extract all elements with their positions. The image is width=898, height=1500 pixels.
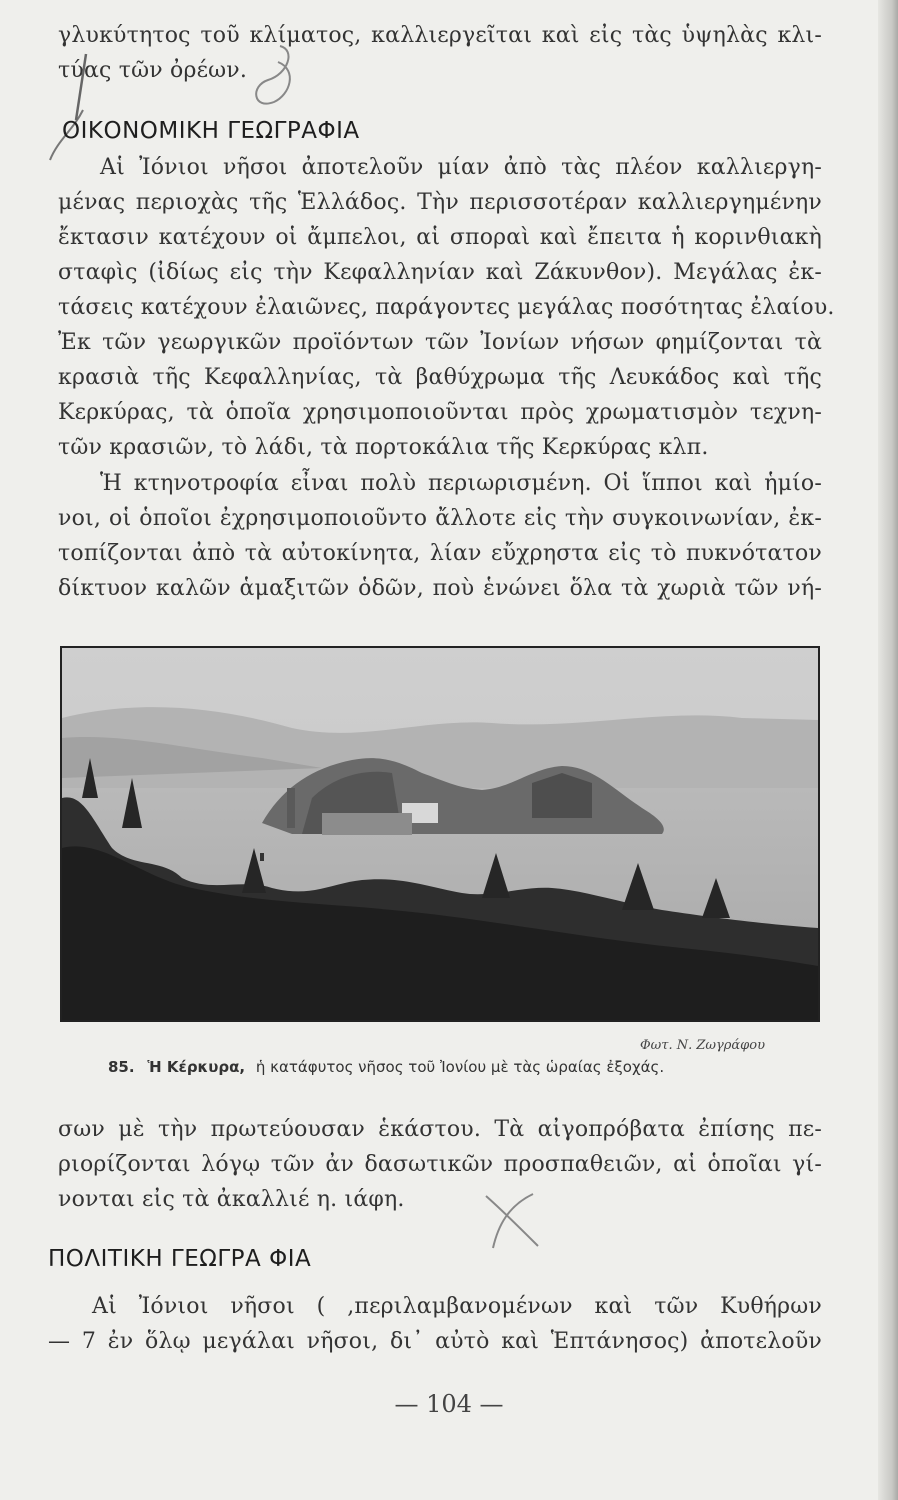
text-line: τάσεις κατέχουν ἐλαιῶνες, παράγοντες μεγάλας ποσότητας ἐλαίου. [58, 295, 835, 320]
text-line: γλυκύτητος τοῦ κλίματος, καλλιεργεῖται καὶ εἰς τὰς ὑψηλὰς κλι- [58, 23, 822, 48]
text-line: σων μὲ τὴν πρωτεύουσαν ἑκάστου. Τὰ αἰγοπρόβατα ἐπίσης πε- [58, 1117, 822, 1142]
binding-edge-shadow [878, 0, 898, 1500]
figure-place: Ἡ Κέρκυρα, [147, 1058, 246, 1076]
pencil-cross-mark [478, 1186, 548, 1256]
text-line: Ἐκ τῶν γεωργικῶν προϊόντων τῶν Ἰονίων νήσων φημίζονται τὰ [58, 330, 822, 355]
text-line: — 7 ἐν ὅλῳ μεγάλαι νῆσοι, δι᾽ αὐτὸ καὶ Ἑπτάνησος) ἀποτελοῦν [48, 1329, 822, 1354]
photo-credit: Φωτ. Ν. Ζωγράφου [640, 1038, 766, 1053]
text-line: Αἱ Ἰόνιοι νῆσοι ἀποτελοῦν μίαν ἀπὸ τὰς πλέον καλλιεργη- [100, 155, 822, 180]
figure-caption [108, 1058, 664, 1076]
text-line: Αἱ Ἰόνιοι νῆσοι ( ,περιλαμβανομένων καὶ τῶν Κυθήρων [92, 1294, 822, 1319]
text-line: ἔκτασιν κατέχουν οἱ ἄμπελοι, αἱ σποραὶ καὶ ἔπειτα ἡ κορινθιακὴ [58, 225, 822, 250]
section-heading-political-geography: ΠΟΛΙΤΙΚΗ ΓΕΩΓΡΑ ΦΙΑ [48, 1246, 312, 1272]
text-line: σταφὶς (ἰδίως εἰς τὴν Κεφαλληνίαν καὶ Ζάκυνθον). Μεγάλας ἐκ- [58, 260, 822, 285]
text-line: ριορίζονται λόγῳ τῶν ἀν δασωτικῶν προσπαθειῶν, αἱ ὁποῖαι γί- [58, 1152, 822, 1177]
figure-number: 85. [108, 1058, 135, 1076]
text-line: νοι, οἱ ὁποῖοι ἐχρησιμοποιοῦντο ἄλλοτε εἰς τὴν συγκοινωνίαν, ἐκ- [58, 506, 822, 531]
text-line: τοπίζονται ἀπὸ τὰ αὐτοκίνητα, λίαν εὔχρηστα εἰς τὸ πυκνότατον [58, 541, 822, 566]
figure-caption-text: ἡ κατάφυτος νῆσος τοῦ Ἰονίου μὲ τὰς ὡραίας ἐξοχάς. [255, 1058, 665, 1076]
text-line: δίκτυον καλῶν ἁμαξιτῶν ὁδῶν, ποὺ ἑνώνει ὅλα τὰ χωριὰ τῶν νή- [58, 576, 822, 601]
section-heading-economic-geography: ΟΙΚΟΝΟΜΙΚΗ ΓΕΩΓΡΑΦΙΑ [62, 118, 360, 144]
text-line: Κερκύρας, τὰ ὁποῖα χρησιμοποιοῦνται πρὸς χρωματισμὸν τεχνη- [58, 400, 822, 425]
pencil-margin-mark [28, 40, 308, 170]
text-line: μένας περιοχὰς τῆς Ἑλλάδος. Τὴν περισσοτέραν καλλιεργημένην [58, 190, 822, 215]
page-number: — 104 — [394, 1390, 504, 1418]
text-line: τῶν κρασιῶν, τὸ λάδι, τὰ πορτοκάλια τῆς Κερκύρας κλπ. [58, 435, 709, 460]
photo-corfu [60, 646, 820, 1022]
text-line: κρασιὰ τῆς Κεφαλληνίας, τὰ βαθύχρωμα τῆς Λευκάδος καὶ τῆς [58, 365, 822, 390]
text-line: νονται εἰς τὰ ἀκαλλιέ η. ιάφη. [58, 1187, 405, 1212]
text-line: Ἡ κτηνοτροφία εἶναι πολὺ περιωρισμένη. Οἱ ἵπποι καὶ ἡμίο- [100, 471, 822, 496]
text-line: τύας τῶν ὀρέων. [58, 58, 248, 83]
